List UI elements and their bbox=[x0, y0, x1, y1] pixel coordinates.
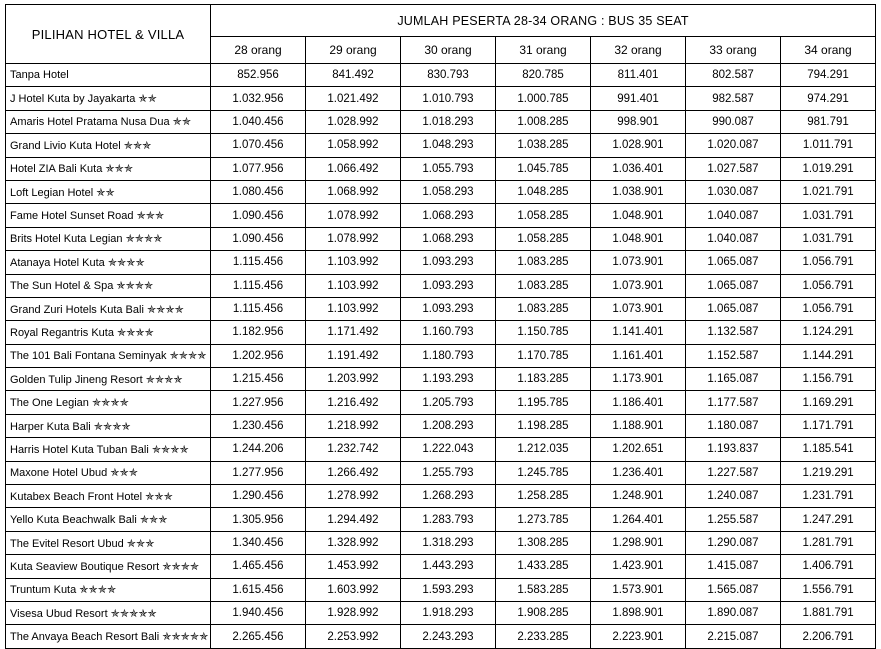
price-cell: 1.268.293 bbox=[401, 485, 496, 508]
price-cell: 1.583.285 bbox=[496, 578, 591, 601]
price-cell: 1.216.492 bbox=[306, 391, 401, 414]
hotel-price-table bbox=[5, 4, 876, 649]
price-cell: 1.273.785 bbox=[496, 508, 591, 531]
price-cell: 1.048.901 bbox=[591, 204, 686, 227]
price-cell: 1.152.587 bbox=[686, 344, 781, 367]
hotel-name-cell: Royal Regantris Kuta ✯✯✯✯ bbox=[6, 321, 211, 344]
price-cell: 802.587 bbox=[686, 64, 781, 87]
price-cell: 1.065.087 bbox=[686, 274, 781, 297]
hotel-name-cell: Maxone Hotel Ubud ✯✯✯ bbox=[6, 461, 211, 484]
hotel-name-cell: Truntum Kuta ✯✯✯✯ bbox=[6, 578, 211, 601]
price-cell: 1.058.992 bbox=[306, 134, 401, 157]
price-cell: 1.115.456 bbox=[211, 274, 306, 297]
price-cell: 1.195.785 bbox=[496, 391, 591, 414]
price-cell: 1.215.456 bbox=[211, 368, 306, 391]
price-cell: 998.901 bbox=[591, 110, 686, 133]
table-row bbox=[6, 204, 876, 227]
hotel-name-cell: Brits Hotel Kuta Legian ✯✯✯✯ bbox=[6, 227, 211, 250]
price-cell: 1.156.791 bbox=[781, 368, 876, 391]
price-cell: 991.401 bbox=[591, 87, 686, 110]
hotel-name-cell: Harris Hotel Kuta Tuban Bali ✯✯✯✯ bbox=[6, 438, 211, 461]
price-cell: 1.236.401 bbox=[591, 461, 686, 484]
header-row-title bbox=[6, 5, 876, 37]
hotel-name-cell: Hotel ZIA Bali Kuta ✯✯✯ bbox=[6, 157, 211, 180]
price-cell: 1.908.285 bbox=[496, 601, 591, 624]
price-cell: 1.021.791 bbox=[781, 180, 876, 203]
header-col-28: 28 orang bbox=[211, 37, 306, 64]
price-cell: 1.208.293 bbox=[401, 414, 496, 437]
price-cell: 1.177.587 bbox=[686, 391, 781, 414]
table-header bbox=[6, 5, 876, 64]
price-cell: 1.227.956 bbox=[211, 391, 306, 414]
price-cell: 1.185.541 bbox=[781, 438, 876, 461]
price-cell: 1.202.956 bbox=[211, 344, 306, 367]
price-cell: 1.038.901 bbox=[591, 180, 686, 203]
price-cell: 1.231.791 bbox=[781, 485, 876, 508]
price-cell: 1.230.456 bbox=[211, 414, 306, 437]
table-row bbox=[6, 601, 876, 624]
table-row bbox=[6, 110, 876, 133]
header-hotel-column: PILIHAN HOTEL & VILLA bbox=[6, 5, 211, 64]
hotel-name-cell: Kutabex Beach Front Hotel ✯✯✯ bbox=[6, 485, 211, 508]
hotel-name-cell: Grand Livio Kuta Hotel ✯✯✯ bbox=[6, 134, 211, 157]
price-cell: 1.068.992 bbox=[306, 180, 401, 203]
price-cell: 1.068.293 bbox=[401, 204, 496, 227]
hotel-name-cell: Loft Legian Hotel ✯✯ bbox=[6, 180, 211, 203]
price-cell: 1.011.791 bbox=[781, 134, 876, 157]
price-cell: 1.170.785 bbox=[496, 344, 591, 367]
price-cell: 1.103.992 bbox=[306, 274, 401, 297]
price-cell: 1.318.293 bbox=[401, 531, 496, 554]
price-cell: 1.103.992 bbox=[306, 251, 401, 274]
table-row bbox=[6, 485, 876, 508]
price-cell: 1.019.291 bbox=[781, 157, 876, 180]
price-cell: 1.093.293 bbox=[401, 274, 496, 297]
price-cell: 1.423.901 bbox=[591, 555, 686, 578]
price-cell: 1.169.291 bbox=[781, 391, 876, 414]
price-cell: 1.465.456 bbox=[211, 555, 306, 578]
price-cell: 1.073.901 bbox=[591, 251, 686, 274]
hotel-name-cell: Visesa Ubud Resort ✯✯✯✯✯ bbox=[6, 601, 211, 624]
price-cell: 1.045.785 bbox=[496, 157, 591, 180]
price-cell: 1.115.456 bbox=[211, 251, 306, 274]
price-cell: 2.215.087 bbox=[686, 625, 781, 648]
price-cell: 1.115.456 bbox=[211, 297, 306, 320]
header-col-33: 33 orang bbox=[686, 37, 781, 64]
price-cell: 1.093.293 bbox=[401, 297, 496, 320]
price-cell: 1.020.087 bbox=[686, 134, 781, 157]
price-cell: 1.593.293 bbox=[401, 578, 496, 601]
hotel-name-cell: The One Legian ✯✯✯✯ bbox=[6, 391, 211, 414]
price-cell: 1.328.992 bbox=[306, 531, 401, 554]
price-cell: 1.258.285 bbox=[496, 485, 591, 508]
price-cell: 1.603.992 bbox=[306, 578, 401, 601]
price-cell: 1.193.837 bbox=[686, 438, 781, 461]
price-cell: 1.556.791 bbox=[781, 578, 876, 601]
price-cell: 1.281.791 bbox=[781, 531, 876, 554]
table-row bbox=[6, 180, 876, 203]
price-cell: 1.191.492 bbox=[306, 344, 401, 367]
price-cell: 1.161.401 bbox=[591, 344, 686, 367]
hotel-name-cell: Fame Hotel Sunset Road ✯✯✯ bbox=[6, 204, 211, 227]
price-cell: 1.898.901 bbox=[591, 601, 686, 624]
table-row bbox=[6, 625, 876, 648]
price-cell: 1.058.293 bbox=[401, 180, 496, 203]
price-cell: 2.253.992 bbox=[306, 625, 401, 648]
price-cell: 1.132.587 bbox=[686, 321, 781, 344]
price-cell: 1.073.901 bbox=[591, 297, 686, 320]
price-cell: 1.056.791 bbox=[781, 274, 876, 297]
table-row bbox=[6, 555, 876, 578]
price-cell: 1.083.285 bbox=[496, 251, 591, 274]
price-cell: 1.090.456 bbox=[211, 227, 306, 250]
price-cell: 1.180.793 bbox=[401, 344, 496, 367]
price-cell: 1.058.285 bbox=[496, 227, 591, 250]
price-cell: 1.078.992 bbox=[306, 204, 401, 227]
price-cell: 1.083.285 bbox=[496, 274, 591, 297]
price-cell: 1.144.291 bbox=[781, 344, 876, 367]
price-cell: 1.056.791 bbox=[781, 251, 876, 274]
hotel-name-cell: The Evitel Resort Ubud ✯✯✯ bbox=[6, 531, 211, 554]
price-cell: 1.065.087 bbox=[686, 297, 781, 320]
price-cell: 1.203.992 bbox=[306, 368, 401, 391]
hotel-name-cell: Yello Kuta Beachwalk Bali ✯✯✯ bbox=[6, 508, 211, 531]
price-cell: 1.294.492 bbox=[306, 508, 401, 531]
price-cell: 1.028.992 bbox=[306, 110, 401, 133]
price-cell: 1.453.992 bbox=[306, 555, 401, 578]
header-col-29: 29 orang bbox=[306, 37, 401, 64]
price-cell: 2.233.285 bbox=[496, 625, 591, 648]
table-row bbox=[6, 414, 876, 437]
table-row bbox=[6, 274, 876, 297]
hotel-name-cell: The Sun Hotel & Spa ✯✯✯✯ bbox=[6, 274, 211, 297]
table-row bbox=[6, 368, 876, 391]
price-cell: 1.038.285 bbox=[496, 134, 591, 157]
table-row bbox=[6, 134, 876, 157]
table-row bbox=[6, 531, 876, 554]
price-cell: 1.308.285 bbox=[496, 531, 591, 554]
header-col-30: 30 orang bbox=[401, 37, 496, 64]
price-cell: 974.291 bbox=[781, 87, 876, 110]
price-cell: 1.031.791 bbox=[781, 204, 876, 227]
price-cell: 1.443.293 bbox=[401, 555, 496, 578]
price-cell: 811.401 bbox=[591, 64, 686, 87]
price-cell: 1.018.293 bbox=[401, 110, 496, 133]
price-cell: 1.573.901 bbox=[591, 578, 686, 601]
header-group-title: JUMLAH PESERTA 28-34 ORANG : BUS 35 SEAT bbox=[211, 5, 876, 37]
price-cell: 1.219.291 bbox=[781, 461, 876, 484]
price-cell: 1.180.087 bbox=[686, 414, 781, 437]
price-cell: 1.171.791 bbox=[781, 414, 876, 437]
price-cell: 1.305.956 bbox=[211, 508, 306, 531]
table-row bbox=[6, 321, 876, 344]
price-cell: 1.890.087 bbox=[686, 601, 781, 624]
price-cell: 1.056.791 bbox=[781, 297, 876, 320]
price-cell: 1.030.087 bbox=[686, 180, 781, 203]
price-cell: 1.244.206 bbox=[211, 438, 306, 461]
table-row bbox=[6, 508, 876, 531]
price-cell: 1.205.793 bbox=[401, 391, 496, 414]
price-cell: 1.048.285 bbox=[496, 180, 591, 203]
price-cell: 1.227.587 bbox=[686, 461, 781, 484]
hotel-name-cell: Harper Kuta Bali ✯✯✯✯ bbox=[6, 414, 211, 437]
price-cell: 1.160.793 bbox=[401, 321, 496, 344]
price-cell: 1.940.456 bbox=[211, 601, 306, 624]
price-cell: 1.040.456 bbox=[211, 110, 306, 133]
price-cell: 1.010.793 bbox=[401, 87, 496, 110]
price-cell: 1.928.992 bbox=[306, 601, 401, 624]
price-cell: 1.202.651 bbox=[591, 438, 686, 461]
hotel-name-cell: Golden Tulip Jineng Resort ✯✯✯✯ bbox=[6, 368, 211, 391]
price-cell: 1.881.791 bbox=[781, 601, 876, 624]
price-cell: 1.000.785 bbox=[496, 87, 591, 110]
table-row bbox=[6, 344, 876, 367]
table-row bbox=[6, 438, 876, 461]
hotel-name-cell: J Hotel Kuta by Jayakarta ✯✯ bbox=[6, 87, 211, 110]
price-cell: 1.298.901 bbox=[591, 531, 686, 554]
price-cell: 2.243.293 bbox=[401, 625, 496, 648]
price-cell: 1.278.992 bbox=[306, 485, 401, 508]
price-cell: 1.182.956 bbox=[211, 321, 306, 344]
hotel-name-cell: Tanpa Hotel bbox=[6, 64, 211, 87]
table-row bbox=[6, 227, 876, 250]
price-cell: 1.232.742 bbox=[306, 438, 401, 461]
price-cell: 1.070.456 bbox=[211, 134, 306, 157]
price-cell: 1.055.793 bbox=[401, 157, 496, 180]
price-cell: 1.048.901 bbox=[591, 227, 686, 250]
price-cell: 1.027.587 bbox=[686, 157, 781, 180]
price-cell: 1.340.456 bbox=[211, 531, 306, 554]
hotel-name-cell: The Anvaya Beach Resort Bali ✯✯✯✯✯ bbox=[6, 625, 211, 648]
table-row bbox=[6, 391, 876, 414]
hotel-name-cell: Atanaya Hotel Kuta ✯✯✯✯ bbox=[6, 251, 211, 274]
price-cell: 1.150.785 bbox=[496, 321, 591, 344]
price-cell: 2.223.901 bbox=[591, 625, 686, 648]
price-cell: 1.277.956 bbox=[211, 461, 306, 484]
price-cell: 1.077.956 bbox=[211, 157, 306, 180]
hotel-name-cell: The 101 Bali Fontana Seminyak ✯✯✯✯ bbox=[6, 344, 211, 367]
price-cell: 1.065.087 bbox=[686, 251, 781, 274]
price-cell: 1.073.901 bbox=[591, 274, 686, 297]
price-cell: 830.793 bbox=[401, 64, 496, 87]
price-cell: 1.433.285 bbox=[496, 555, 591, 578]
price-cell: 1.124.291 bbox=[781, 321, 876, 344]
price-cell: 1.048.293 bbox=[401, 134, 496, 157]
price-cell: 982.587 bbox=[686, 87, 781, 110]
price-cell: 1.918.293 bbox=[401, 601, 496, 624]
price-cell: 1.078.992 bbox=[306, 227, 401, 250]
price-cell: 1.008.285 bbox=[496, 110, 591, 133]
price-cell: 1.083.285 bbox=[496, 297, 591, 320]
price-cell: 1.406.791 bbox=[781, 555, 876, 578]
price-cell: 852.956 bbox=[211, 64, 306, 87]
price-cell: 1.198.285 bbox=[496, 414, 591, 437]
header-col-34: 34 orang bbox=[781, 37, 876, 64]
table-row bbox=[6, 87, 876, 110]
price-cell: 1.028.901 bbox=[591, 134, 686, 157]
table-row bbox=[6, 251, 876, 274]
price-cell: 1.058.285 bbox=[496, 204, 591, 227]
price-cell: 2.265.456 bbox=[211, 625, 306, 648]
price-cell: 1.218.992 bbox=[306, 414, 401, 437]
price-cell: 990.087 bbox=[686, 110, 781, 133]
table-row bbox=[6, 297, 876, 320]
table-body bbox=[6, 64, 876, 649]
price-cell: 1.068.293 bbox=[401, 227, 496, 250]
price-cell: 1.090.456 bbox=[211, 204, 306, 227]
price-cell: 1.171.492 bbox=[306, 321, 401, 344]
table-row bbox=[6, 461, 876, 484]
table-row bbox=[6, 578, 876, 601]
price-cell: 1.040.087 bbox=[686, 227, 781, 250]
price-cell: 841.492 bbox=[306, 64, 401, 87]
price-cell: 981.791 bbox=[781, 110, 876, 133]
hotel-name-cell: Amaris Hotel Pratama Nusa Dua ✯✯ bbox=[6, 110, 211, 133]
price-cell: 1.093.293 bbox=[401, 251, 496, 274]
table-row bbox=[6, 64, 876, 87]
price-cell: 1.290.087 bbox=[686, 531, 781, 554]
price-cell: 1.565.087 bbox=[686, 578, 781, 601]
price-cell: 1.240.087 bbox=[686, 485, 781, 508]
header-col-32: 32 orang bbox=[591, 37, 686, 64]
price-cell: 1.188.901 bbox=[591, 414, 686, 437]
price-cell: 1.245.785 bbox=[496, 461, 591, 484]
price-cell: 1.283.793 bbox=[401, 508, 496, 531]
price-cell: 1.255.587 bbox=[686, 508, 781, 531]
price-cell: 1.255.793 bbox=[401, 461, 496, 484]
price-cell: 1.222.043 bbox=[401, 438, 496, 461]
price-cell: 1.615.456 bbox=[211, 578, 306, 601]
price-cell: 1.031.791 bbox=[781, 227, 876, 250]
price-cell: 794.291 bbox=[781, 64, 876, 87]
hotel-name-cell: Kuta Seaview Boutique Resort ✯✯✯✯ bbox=[6, 555, 211, 578]
price-cell: 1.103.992 bbox=[306, 297, 401, 320]
price-cell: 1.247.291 bbox=[781, 508, 876, 531]
table-row bbox=[6, 157, 876, 180]
price-cell: 1.173.901 bbox=[591, 368, 686, 391]
price-cell: 2.206.791 bbox=[781, 625, 876, 648]
price-cell: 1.040.087 bbox=[686, 204, 781, 227]
price-cell: 1.266.492 bbox=[306, 461, 401, 484]
price-cell: 1.290.456 bbox=[211, 485, 306, 508]
price-cell: 1.036.401 bbox=[591, 157, 686, 180]
price-cell: 1.186.401 bbox=[591, 391, 686, 414]
price-cell: 1.415.087 bbox=[686, 555, 781, 578]
price-cell: 1.080.456 bbox=[211, 180, 306, 203]
price-cell: 820.785 bbox=[496, 64, 591, 87]
price-cell: 1.066.492 bbox=[306, 157, 401, 180]
price-cell: 1.248.901 bbox=[591, 485, 686, 508]
price-cell: 1.183.285 bbox=[496, 368, 591, 391]
price-cell: 1.141.401 bbox=[591, 321, 686, 344]
price-cell: 1.212.035 bbox=[496, 438, 591, 461]
price-cell: 1.165.087 bbox=[686, 368, 781, 391]
price-cell: 1.264.401 bbox=[591, 508, 686, 531]
price-cell: 1.021.492 bbox=[306, 87, 401, 110]
header-col-31: 31 orang bbox=[496, 37, 591, 64]
price-cell: 1.032.956 bbox=[211, 87, 306, 110]
hotel-name-cell: Grand Zuri Hotels Kuta Bali ✯✯✯✯ bbox=[6, 297, 211, 320]
price-cell: 1.193.293 bbox=[401, 368, 496, 391]
